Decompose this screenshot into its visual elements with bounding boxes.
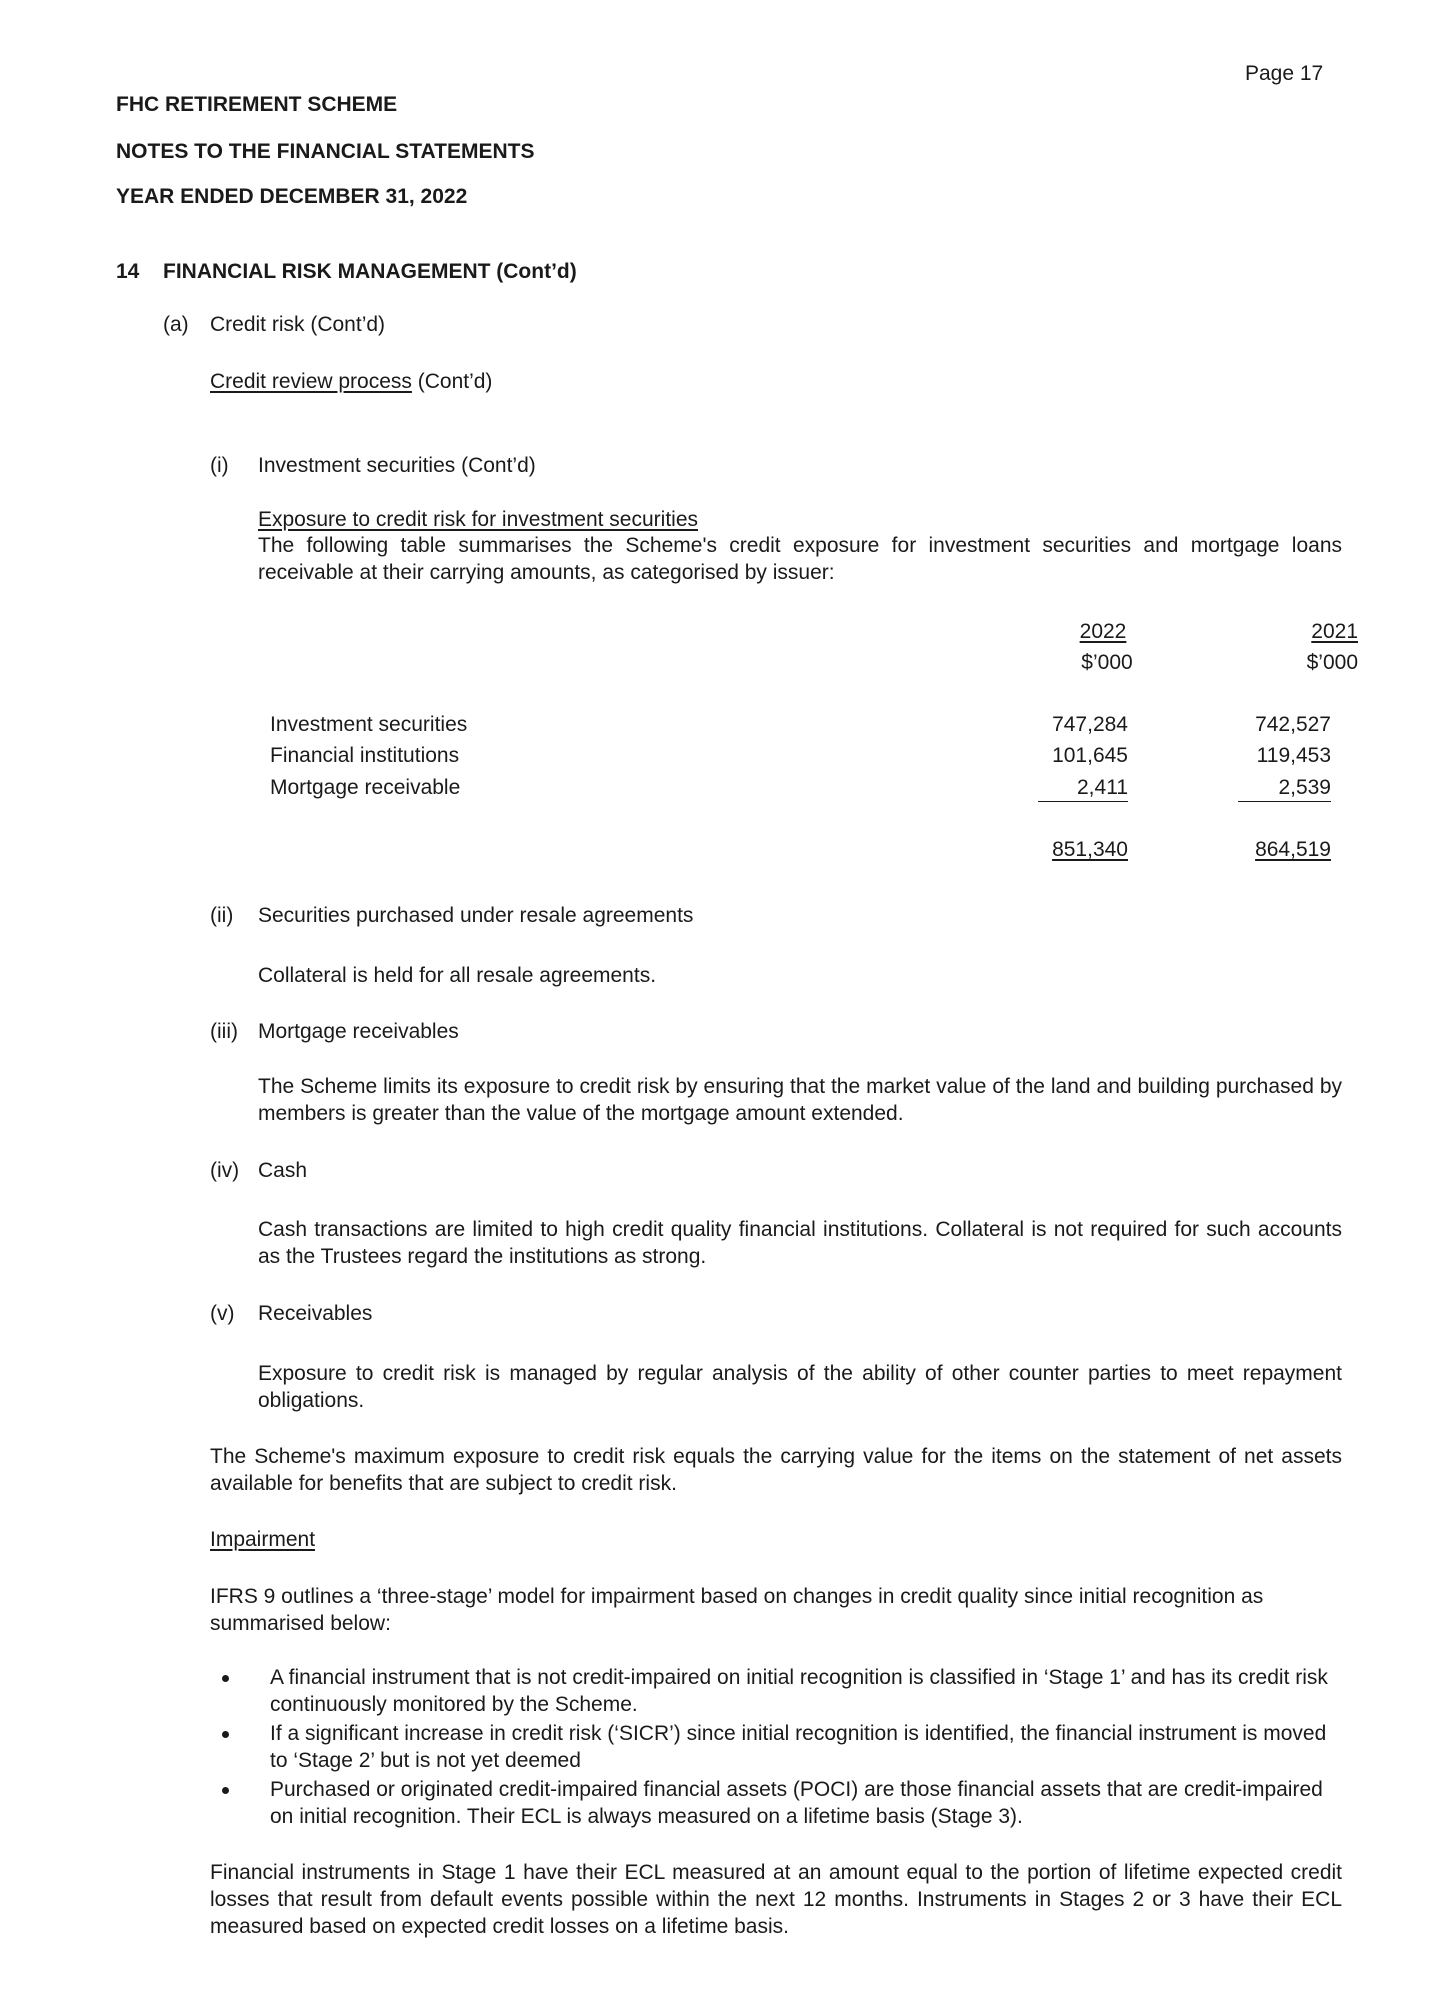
table-row-label: Financial institutions xyxy=(270,744,460,767)
impairment-heading: Impairment xyxy=(210,1528,316,1551)
item-v-label: (v) xyxy=(210,1302,235,1325)
item-i-label: (i) xyxy=(210,454,229,477)
item-ii-label: (ii) xyxy=(210,904,234,927)
column-year-2022: 2022 xyxy=(1079,620,1127,643)
column-unit-2021: $’000 xyxy=(1306,651,1358,674)
bullet-icon xyxy=(222,1731,229,1738)
list-item xyxy=(222,1776,1342,1830)
item-iv-title: Cash xyxy=(258,1159,308,1182)
item-v-title: Receivables xyxy=(258,1302,373,1325)
list-item-text: Purchased or originated credit-impaired financial assets (POCI) are those financial assets that are credit-impaired on initial recognition. Their ECL is always measured on a lifetime basis (Stage 3). xyxy=(270,1778,1323,1828)
item-ii-title: Securities purchased under resale agreements xyxy=(258,904,694,927)
list-item-text: If a significant increase in credit risk (‘SICR’) since initial recognition is identified, the financial instrument is moved to ‘Stage 2’ but is not yet deemed xyxy=(270,1722,1327,1772)
max-exposure-paragraph: The Scheme's maximum exposure to credit risk equals the carrying value for the items on the statement of net assets available for benefits that are subject to credit risk. xyxy=(210,1445,1342,1495)
credit-review-heading-suffix: (Cont’d) xyxy=(411,370,493,393)
credit-review-heading-text: Credit review process xyxy=(210,370,412,393)
table-row-label: Investment securities xyxy=(270,713,468,736)
table-cell-2021: 2,539 xyxy=(1238,774,1331,802)
exposure-intro: The following table summarises the Scheme's credit exposure for investment securities and mortgage loans receivable at their carrying amounts, as categorised by issuer: xyxy=(258,534,1342,584)
column-header-2022 xyxy=(1048,618,1158,645)
impairment-closing: Financial instruments in Stage 1 have their ECL measured at an amount equal to the portion of lifetime expected credit losses that result from default events possible within the next 12 months. Instruments in Stages 2 or 3 have their ECL measured based on expected credit losses on a lifetime basis. xyxy=(210,1861,1342,1938)
list-item xyxy=(222,1664,1342,1718)
exposure-heading: Exposure to credit risk for investment securities xyxy=(258,508,698,531)
item-v-text: Exposure to credit risk is managed by regular analysis of the ability of other counter parties to meet repayment obligations. xyxy=(258,1362,1342,1412)
item-iii-title: Mortgage receivables xyxy=(258,1020,459,1043)
table-total-2022: 851,340 xyxy=(1052,838,1128,861)
bullet-icon xyxy=(222,1787,229,1794)
document-period: YEAR ENDED DECEMBER 31, 2022 xyxy=(116,185,468,208)
section-title: FINANCIAL RISK MANAGEMENT (Cont’d) xyxy=(163,260,577,283)
page-number: Page 17 xyxy=(1245,62,1324,85)
table-total-2021: 864,519 xyxy=(1255,838,1331,861)
subsection-label: (a) xyxy=(163,313,189,336)
item-i-title: Investment securities (Cont’d) xyxy=(258,454,536,477)
document-title: FHC RETIREMENT SCHEME xyxy=(116,93,398,116)
item-iii-label: (iii) xyxy=(210,1020,238,1043)
section-number: 14 xyxy=(116,260,140,283)
table-cell-2022: 747,284 xyxy=(1052,713,1128,736)
table-row-label: Mortgage receivable xyxy=(270,776,461,799)
column-header-2021 xyxy=(1248,618,1358,645)
item-iii-text: The Scheme limits its exposure to credit risk by ensuring that the market value of the land and building purchased by members is greater than the value of the mortgage amount extended. xyxy=(258,1075,1342,1125)
credit-review-heading xyxy=(210,368,492,395)
document-subtitle: NOTES TO THE FINANCIAL STATEMENTS xyxy=(116,140,535,163)
item-iv-label: (iv) xyxy=(210,1159,240,1182)
table-cell-2022: 101,645 xyxy=(1052,744,1128,767)
list-item-text: A financial instrument that is not credit-impaired on initial recognition is classified in ‘Stage 1’ and has its credit risk continuously monitored by the Scheme. xyxy=(270,1666,1328,1716)
subsection-title: Credit risk (Cont’d) xyxy=(210,313,386,336)
table-cell-2022: 2,411 xyxy=(1038,774,1128,802)
column-year-2021: 2021 xyxy=(1311,620,1358,643)
item-ii-text: Collateral is held for all resale agreements. xyxy=(258,964,657,987)
bullet-icon xyxy=(222,1675,229,1682)
table-cell-2021: 119,453 xyxy=(1256,744,1331,767)
column-unit-2022: $’000 xyxy=(1081,651,1133,674)
item-iv-text: Cash transactions are limited to high credit quality financial institutions. Collateral is not required for such accounts as the Trustees regard the institutions as strong. xyxy=(258,1218,1342,1268)
list-item xyxy=(222,1720,1342,1774)
table-cell-2021: 742,527 xyxy=(1255,713,1331,736)
impairment-intro: IFRS 9 outlines a ‘three-stage’ model for impairment based on changes in credit quality since initial recognition as summarised below: xyxy=(210,1585,1264,1635)
